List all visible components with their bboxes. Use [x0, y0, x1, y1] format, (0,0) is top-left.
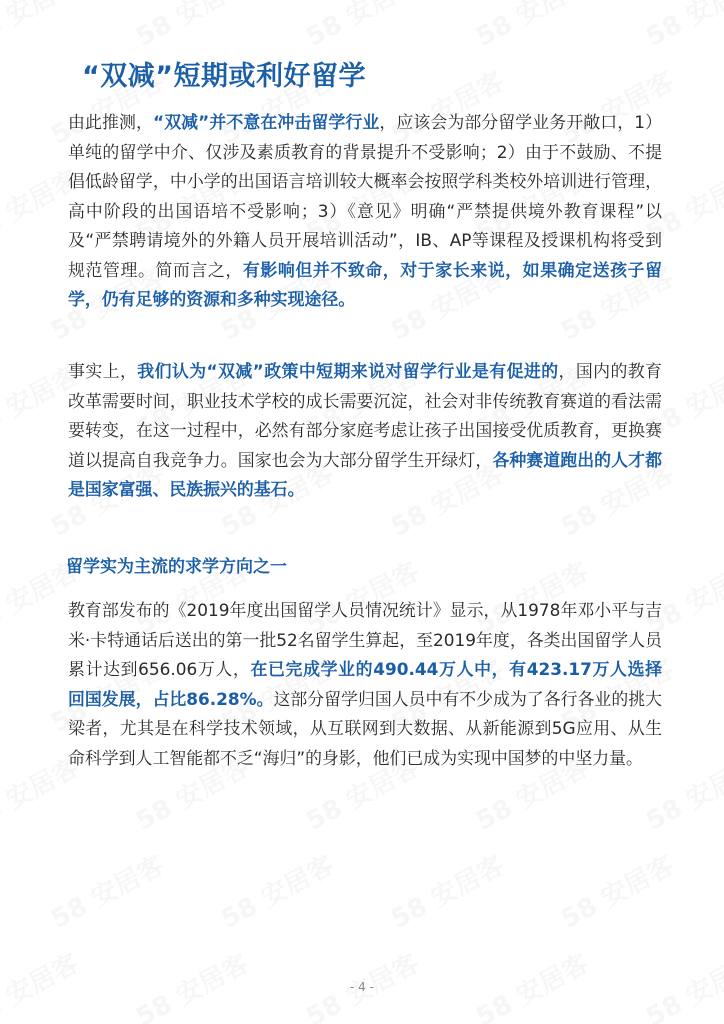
paragraph-3-highlight: 在已完成学业的490.44万人中，有423.17万人选择回国发展，占比86.28%。: [68, 659, 663, 709]
paragraph-2-text-b: ，国内的教育改革需要时间，职业技术学校的成长需要沉淀，社会对非传统教育赛道的看法需要转变，在这一过程中，必然有部分家庭考虑让孩子出国接受优质教育，更换赛道以提高自我竞争力。国家也会为大部分留学生开绿灯，: [68, 361, 663, 470]
paragraph-2-highlight-b: 各种赛道跑出的人才都是国家富强、民族振兴的基石。: [68, 449, 662, 499]
paragraph-2: [68, 357, 662, 505]
paragraph-3: [68, 596, 662, 773]
paragraph-3-text-b: 这部分留学归国人员中有不少成为了各行各业的挑大梁者，尤其是在科学技术领域，从互联网到大数据、从新能源到5G应用、从生命科学到人工智能都不乏“海归”的身影，他们已成为实现中国梦的中坚力量。: [68, 688, 662, 768]
paragraph-1: [68, 108, 662, 315]
watermark-mark: [384, 845, 510, 936]
watermark-mark: [44, 845, 170, 936]
page-number: - 4 -: [350, 980, 374, 994]
paragraph-3-text-a: 教育部发布的《2019年度出国留学人员情况统计》显示，从1978年邓小平与吉米·卡特通话后送出的第一批52名留学生算起，至2019年度，各类出国留学人员累计达到656.06万人，: [68, 600, 662, 679]
paragraph-1-text-b: ，应该会为部分留学业务开敞口，1）单纯的留学中介、仅涉及素质教育的背景提升不受影响；2）由于不鼓励、不提倡低龄留学，中小学的出国语言培训较大概率会按照学科类校外培训进行管理，高中阶段的出国语培不受影响；3）《意见》明确“严禁提供境外教育课程”以及“严禁聘请境外的外籍人员开展培训活动”，IB、AP等课程及授课机构将受到规范管理。简而言之，: [68, 112, 663, 280]
page-title: “双减”短期或利好留学: [82, 61, 366, 92]
paragraph-2-highlight-a: 我们认为“双减”政策中短期来说对留学行业是有促进的: [137, 361, 559, 381]
watermark-mark: [554, 845, 680, 936]
paragraph-1-highlight-b: 有影响但并不致命，对于家长来说，如果确定送孩子留学，仍有足够的资源和多种实现途径。: [68, 259, 663, 309]
section-subheading: 留学实为主流的求学方向之一: [66, 557, 287, 577]
watermark-mark: [639, 0, 724, 54]
watermark-mark: [214, 845, 340, 936]
watermark-mark: [469, 0, 595, 54]
paragraph-2-text-a: 事实上，: [68, 361, 138, 381]
paragraph-1-highlight-a: “双减”并不意在冲击留学行业: [152, 112, 380, 132]
watermark-mark: [0, 0, 85, 54]
watermark-mark: [299, 0, 425, 54]
paragraph-1-text-a: 由此推测，: [68, 112, 153, 132]
watermark-mark: [129, 0, 255, 54]
